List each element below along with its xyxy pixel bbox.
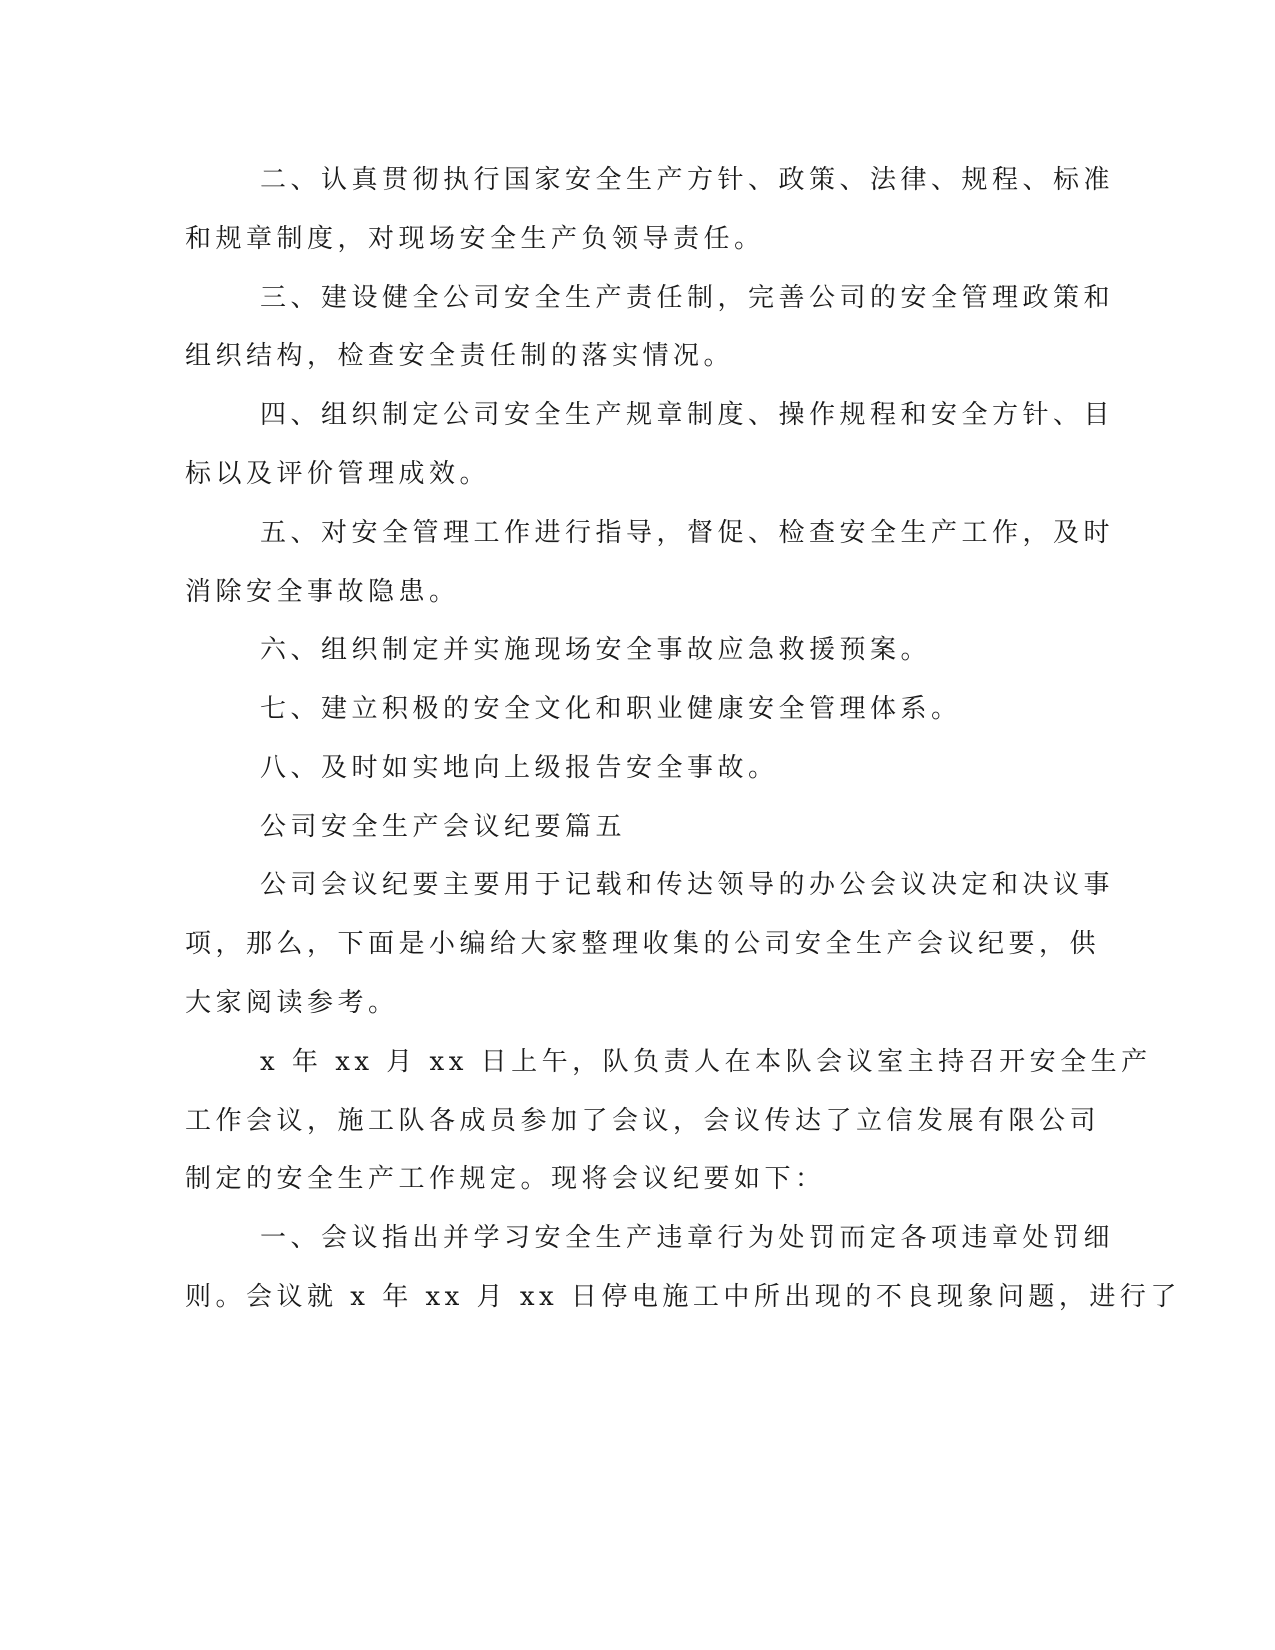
text-line: 工作会议，施工队各成员参加了会议，会议传达了立信发展有限公司 bbox=[185, 1106, 1101, 1136]
text-line: 七、建立积极的安全文化和职业健康安全管理体系。 bbox=[260, 694, 962, 724]
text-line: 项，那么，下面是小编给大家整理收集的公司安全生产会议纪要，供 bbox=[185, 929, 1101, 959]
text-line: 大家阅读参考。 bbox=[185, 988, 399, 1018]
text-line: 五、对安全管理工作进行指导，督促、检查安全生产工作，及时 bbox=[260, 518, 1115, 548]
text-line: 制定的安全生产工作规定。现将会议纪要如下： bbox=[185, 1164, 826, 1194]
text-line: 公司会议纪要主要用于记载和传达领导的办公会议决定和决议事 bbox=[260, 870, 1115, 900]
text-line: 二、认真贯彻执行国家安全生产方针、政策、法律、规程、标准 bbox=[260, 165, 1115, 195]
text-line: 则。会议就 x 年 xx 月 xx 日停电施工中所出现的不良现象问题，进行了 bbox=[185, 1282, 1181, 1312]
text-line: 三、建设健全公司安全生产责任制，完善公司的安全管理政策和 bbox=[260, 283, 1115, 313]
text-line: 六、组织制定并实施现场安全事故应急救援预案。 bbox=[260, 635, 932, 665]
text-line: 四、组织制定公司安全生产规章制度、操作规程和安全方针、目 bbox=[260, 400, 1115, 430]
text-line: 八、及时如实地向上级报告安全事故。 bbox=[260, 753, 779, 783]
section-heading: 公司安全生产会议纪要篇五 bbox=[260, 812, 627, 842]
text-line: 消除安全事故隐患。 bbox=[185, 577, 460, 607]
text-line: 标以及评价管理成效。 bbox=[185, 459, 491, 489]
text-line: 一、会议指出并学习安全生产违章行为处罚而定各项违章处罚细 bbox=[260, 1223, 1115, 1253]
text-line: 和规章制度，对现场安全生产负领导责任。 bbox=[185, 224, 765, 254]
text-line: x 年 xx 月 xx 日上午，队负责人在本队会议室主持召开安全生产 bbox=[260, 1047, 1152, 1077]
text-line: 组织结构，检查安全责任制的落实情况。 bbox=[185, 341, 735, 371]
